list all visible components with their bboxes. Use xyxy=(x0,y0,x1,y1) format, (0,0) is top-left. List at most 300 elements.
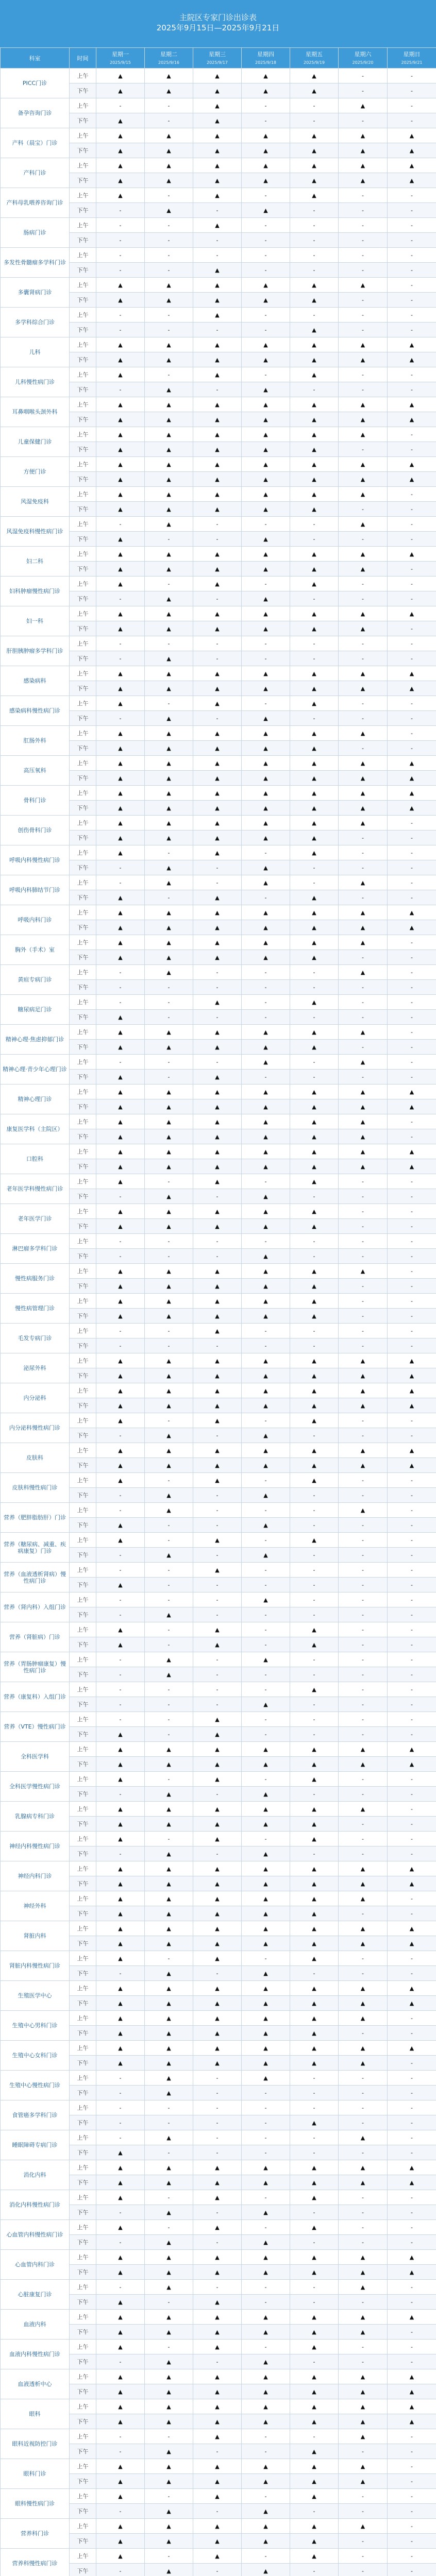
schedule-cell: ▲ xyxy=(193,905,242,920)
session-pm: 下午 xyxy=(70,472,96,487)
session-pm: 下午 xyxy=(70,2534,96,2549)
session-pm: 下午 xyxy=(70,1996,96,2011)
schedule-cell: ▲ xyxy=(145,1981,193,1996)
schedule-cell: - xyxy=(388,741,436,756)
schedule-cell: ▲ xyxy=(96,352,145,367)
schedule-cell: ▲ xyxy=(193,756,242,771)
schedule-cell: ▲ xyxy=(290,293,339,308)
schedule-cell: ▲ xyxy=(193,621,242,636)
schedule-cell: ▲ xyxy=(145,397,193,412)
schedule-cell: ▲ xyxy=(145,1144,193,1159)
schedule-cell: - xyxy=(388,113,436,128)
session-am: 上午 xyxy=(70,935,96,950)
table-row xyxy=(1,2130,436,2145)
schedule-cell: - xyxy=(242,1667,290,1682)
schedule-cell: ▲ xyxy=(145,2564,193,2576)
schedule-cell: - xyxy=(339,1787,388,1802)
schedule-cell: ▲ xyxy=(339,2160,388,2175)
schedule-cell: ▲ xyxy=(96,143,145,158)
schedule-cell: ▲ xyxy=(145,128,193,143)
schedule-cell: - xyxy=(339,1592,388,1607)
schedule-cell: - xyxy=(145,1951,193,1966)
schedule-table xyxy=(0,47,436,2576)
table-row xyxy=(1,1503,436,1518)
schedule-cell: - xyxy=(96,1667,145,1682)
session-am: 上午 xyxy=(70,218,96,233)
schedule-cell: ▲ xyxy=(96,128,145,143)
schedule-cell: - xyxy=(96,1697,145,1712)
schedule-cell: ▲ xyxy=(290,935,339,950)
session-am: 上午 xyxy=(70,2340,96,2354)
schedule-cell: - xyxy=(339,845,388,860)
table-row xyxy=(1,308,436,323)
schedule-cell: ▲ xyxy=(193,1279,242,1294)
schedule-cell: - xyxy=(290,113,339,128)
schedule-cell: ▲ xyxy=(96,1637,145,1652)
session-pm: 下午 xyxy=(70,1249,96,1264)
session-pm: 下午 xyxy=(70,1368,96,1383)
schedule-cell: - xyxy=(290,980,339,995)
table-row xyxy=(1,2549,436,2564)
table-row xyxy=(1,905,436,920)
schedule-cell: ▲ xyxy=(242,1025,290,1040)
schedule-cell: ▲ xyxy=(145,2160,193,2175)
schedule-cell: - xyxy=(145,1682,193,1697)
table-row xyxy=(1,188,436,203)
schedule-cell: ▲ xyxy=(242,1129,290,1144)
schedule-cell: ▲ xyxy=(193,1383,242,1398)
schedule-cell: ▲ xyxy=(96,158,145,173)
schedule-cell: ▲ xyxy=(242,1981,290,1996)
session-am: 上午 xyxy=(70,726,96,741)
session-pm: 下午 xyxy=(70,1309,96,1324)
session-am: 上午 xyxy=(70,1055,96,1070)
session-am: 上午 xyxy=(70,2130,96,2145)
table-row xyxy=(1,1294,436,1309)
session-pm: 下午 xyxy=(70,263,96,278)
schedule-cell: - xyxy=(388,875,436,890)
schedule-cell: ▲ xyxy=(145,2369,193,2384)
schedule-cell: ▲ xyxy=(242,1294,290,1309)
schedule-cell: ▲ xyxy=(290,1398,339,1413)
schedule-cell: - xyxy=(193,1966,242,1981)
schedule-cell: - xyxy=(388,2071,436,2086)
schedule-cell: - xyxy=(290,1070,339,1084)
schedule-cell: ▲ xyxy=(145,1757,193,1772)
schedule-cell: ▲ xyxy=(193,1533,242,1548)
schedule-cell: ▲ xyxy=(96,2220,145,2235)
schedule-cell: - xyxy=(339,188,388,203)
schedule-cell: ▲ xyxy=(96,2474,145,2489)
session-am: 上午 xyxy=(70,2519,96,2534)
schedule-cell: ▲ xyxy=(290,1802,339,1817)
schedule-cell: - xyxy=(388,1174,436,1189)
schedule-cell: - xyxy=(96,2071,145,2086)
schedule-cell: ▲ xyxy=(242,1159,290,1174)
schedule-cell: ▲ xyxy=(242,726,290,741)
session-pm: 下午 xyxy=(70,2384,96,2399)
schedule-cell: ▲ xyxy=(290,606,339,621)
schedule-cell: ▲ xyxy=(96,2534,145,2549)
table-row xyxy=(1,2190,436,2205)
dept-name: 眼科慢性病门诊 xyxy=(1,2489,70,2519)
schedule-cell: ▲ xyxy=(339,621,388,636)
schedule-cell: - xyxy=(193,980,242,995)
schedule-cell: ▲ xyxy=(96,950,145,965)
schedule-cell: ▲ xyxy=(145,1906,193,1921)
dept-name: 生殖医学中心 xyxy=(1,1981,70,2011)
dept-name: 皮肤科慢性病门诊 xyxy=(1,1473,70,1503)
schedule-cell: ▲ xyxy=(242,293,290,308)
schedule-cell: - xyxy=(193,233,242,248)
schedule-cell: ▲ xyxy=(339,98,388,113)
dept-name: 全科医学慢性病门诊 xyxy=(1,1772,70,1802)
day-header-sat xyxy=(339,48,388,69)
schedule-cell: - xyxy=(388,1114,436,1129)
schedule-cell: ▲ xyxy=(193,2220,242,2235)
schedule-cell: ▲ xyxy=(290,2056,339,2071)
schedule-cell: - xyxy=(96,636,145,651)
schedule-cell: - xyxy=(339,218,388,233)
schedule-cell: ▲ xyxy=(339,606,388,621)
schedule-cell: ▲ xyxy=(145,1219,193,1234)
schedule-cell: - xyxy=(339,860,388,875)
schedule-cell: - xyxy=(145,2190,193,2205)
schedule-cell: ▲ xyxy=(145,591,193,606)
table-row xyxy=(1,1981,436,1996)
schedule-cell: ▲ xyxy=(242,2384,290,2399)
schedule-cell: - xyxy=(388,562,436,577)
schedule-cell: ▲ xyxy=(242,2026,290,2041)
schedule-cell: ▲ xyxy=(193,337,242,352)
schedule-cell: - xyxy=(193,2280,242,2295)
dept-name: 产科母乳喂养咨询门诊 xyxy=(1,188,70,218)
schedule-cell: - xyxy=(193,2354,242,2369)
session-am: 上午 xyxy=(70,1921,96,1936)
schedule-cell: ▲ xyxy=(242,1309,290,1324)
schedule-cell: - xyxy=(145,367,193,382)
schedule-cell: - xyxy=(388,1473,436,1488)
schedule-cell: ▲ xyxy=(96,2399,145,2414)
schedule-cell: ▲ xyxy=(290,1951,339,1966)
schedule-cell: - xyxy=(388,1040,436,1055)
table-row xyxy=(1,1234,436,1249)
schedule-cell: ▲ xyxy=(96,1279,145,1294)
schedule-cell: - xyxy=(242,2489,290,2504)
schedule-cell: ▲ xyxy=(290,2340,339,2354)
dept-name: 方便门诊 xyxy=(1,457,70,487)
session-pm: 下午 xyxy=(70,1428,96,1443)
schedule-cell: ▲ xyxy=(96,801,145,816)
day-header-wed xyxy=(193,48,242,69)
schedule-cell: - xyxy=(290,1712,339,1727)
table-row xyxy=(1,1891,436,1906)
schedule-cell: - xyxy=(339,1563,388,1578)
schedule-cell: - xyxy=(96,2354,145,2369)
schedule-cell: - xyxy=(96,2504,145,2519)
schedule-cell: - xyxy=(145,308,193,323)
session-pm: 下午 xyxy=(70,1338,96,1353)
schedule-cell: ▲ xyxy=(193,2519,242,2534)
dept-name: 老年医学门诊 xyxy=(1,1204,70,1234)
schedule-cell: ▲ xyxy=(193,1129,242,1144)
schedule-cell: ▲ xyxy=(290,621,339,636)
dept-name: 肛肠外科 xyxy=(1,726,70,756)
schedule-cell: - xyxy=(388,2474,436,2489)
schedule-cell: - xyxy=(193,1010,242,1025)
dept-name: 创伤骨科门诊 xyxy=(1,816,70,845)
schedule-cell: ▲ xyxy=(96,1876,145,1891)
schedule-cell: - xyxy=(388,816,436,831)
schedule-cell: ▲ xyxy=(145,1936,193,1951)
schedule-cell: ▲ xyxy=(145,2071,193,2086)
schedule-cell: - xyxy=(388,1712,436,1727)
session-am: 上午 xyxy=(70,965,96,980)
schedule-cell: - xyxy=(388,382,436,397)
schedule-cell: ▲ xyxy=(145,442,193,457)
schedule-cell: ▲ xyxy=(290,412,339,427)
session-pm: 下午 xyxy=(70,801,96,816)
schedule-cell: - xyxy=(388,98,436,113)
schedule-cell: ▲ xyxy=(242,472,290,487)
schedule-cell: - xyxy=(193,1055,242,1070)
schedule-cell: ▲ xyxy=(96,547,145,562)
schedule-cell: ▲ xyxy=(145,1114,193,1129)
schedule-cell: ▲ xyxy=(339,1921,388,1936)
schedule-cell: ▲ xyxy=(290,1413,339,1428)
schedule-cell: - xyxy=(388,487,436,502)
schedule-cell: - xyxy=(193,1667,242,1682)
schedule-cell: ▲ xyxy=(290,397,339,412)
schedule-cell: - xyxy=(388,2011,436,2026)
schedule-cell: - xyxy=(388,2564,436,2576)
schedule-cell: ▲ xyxy=(193,2534,242,2549)
schedule-cell: ▲ xyxy=(96,412,145,427)
table-row xyxy=(1,1861,436,1876)
schedule-cell: ▲ xyxy=(96,1353,145,1368)
schedule-cell: ▲ xyxy=(145,158,193,173)
table-row xyxy=(1,1772,436,1787)
schedule-cell: - xyxy=(290,1518,339,1533)
schedule-cell: - xyxy=(339,1309,388,1324)
schedule-cell: ▲ xyxy=(290,367,339,382)
schedule-cell: - xyxy=(339,636,388,651)
schedule-cell: - xyxy=(242,2280,290,2295)
schedule-cell: - xyxy=(145,2549,193,2564)
schedule-cell: - xyxy=(96,1712,145,1727)
schedule-cell: ▲ xyxy=(96,1413,145,1428)
schedule-cell: ▲ xyxy=(145,1548,193,1563)
schedule-cell: ▲ xyxy=(388,472,436,487)
session-am: 上午 xyxy=(70,1114,96,1129)
schedule-cell: ▲ xyxy=(242,2504,290,2519)
schedule-cell: ▲ xyxy=(96,1084,145,1099)
schedule-cell: ▲ xyxy=(145,606,193,621)
schedule-cell: ▲ xyxy=(290,69,339,83)
schedule-cell: ▲ xyxy=(339,2429,388,2444)
dept-name: 血液内科慢性病门诊 xyxy=(1,2340,70,2369)
schedule-cell: - xyxy=(388,1697,436,1712)
schedule-cell: ▲ xyxy=(145,1443,193,1458)
schedule-cell: ▲ xyxy=(242,666,290,681)
session-am: 上午 xyxy=(70,188,96,203)
schedule-cell: ▲ xyxy=(242,1592,290,1607)
dept-name: 淋巴瘤多学科门诊 xyxy=(1,1234,70,1264)
schedule-cell: ▲ xyxy=(145,2459,193,2474)
schedule-cell: - xyxy=(339,1652,388,1667)
schedule-cell: - xyxy=(339,532,388,547)
schedule-cell: ▲ xyxy=(96,726,145,741)
schedule-cell: - xyxy=(242,2115,290,2130)
schedule-cell: - xyxy=(339,831,388,845)
schedule-cell: ▲ xyxy=(290,323,339,337)
schedule-cell: - xyxy=(339,1428,388,1443)
schedule-cell: ▲ xyxy=(193,427,242,442)
schedule-cell: ▲ xyxy=(242,2205,290,2220)
session-pm: 下午 xyxy=(70,233,96,248)
schedule-cell: ▲ xyxy=(96,2519,145,2534)
day-name: 星期一 xyxy=(112,50,129,58)
schedule-cell: - xyxy=(339,2071,388,2086)
session-pm: 下午 xyxy=(70,1607,96,1622)
schedule-cell: ▲ xyxy=(193,2549,242,2564)
schedule-cell: ▲ xyxy=(145,562,193,577)
schedule-cell: ▲ xyxy=(242,2011,290,2026)
schedule-cell: - xyxy=(242,1637,290,1652)
dept-name: 消化内科慢性病门诊 xyxy=(1,2190,70,2220)
schedule-cell: - xyxy=(339,2444,388,2459)
schedule-cell: - xyxy=(290,1503,339,1518)
schedule-cell: - xyxy=(290,1324,339,1338)
schedule-cell: - xyxy=(290,1697,339,1712)
schedule-cell: ▲ xyxy=(193,1936,242,1951)
schedule-cell: ▲ xyxy=(96,69,145,83)
schedule-cell: ▲ xyxy=(193,786,242,801)
schedule-cell: ▲ xyxy=(242,2354,290,2369)
table-row xyxy=(1,696,436,711)
schedule-cell: - xyxy=(339,1817,388,1832)
schedule-cell: - xyxy=(388,367,436,382)
schedule-cell: - xyxy=(388,1578,436,1592)
schedule-cell: - xyxy=(193,1249,242,1264)
schedule-cell: - xyxy=(339,1906,388,1921)
schedule-cell: ▲ xyxy=(388,412,436,427)
dept-name: 多学科综合门诊 xyxy=(1,308,70,337)
schedule-cell: ▲ xyxy=(290,487,339,502)
schedule-cell: ▲ xyxy=(145,1667,193,1682)
schedule-cell: ▲ xyxy=(96,1219,145,1234)
schedule-cell: ▲ xyxy=(242,1443,290,1458)
schedule-cell: - xyxy=(388,308,436,323)
schedule-cell: - xyxy=(339,1533,388,1548)
schedule-cell: ▲ xyxy=(388,1981,436,1996)
schedule-cell: ▲ xyxy=(339,1458,388,1473)
schedule-cell: ▲ xyxy=(193,2384,242,2399)
schedule-cell: ▲ xyxy=(145,1742,193,1757)
schedule-cell: - xyxy=(242,2549,290,2564)
schedule-cell: ▲ xyxy=(145,293,193,308)
schedule-cell: - xyxy=(290,1010,339,1025)
schedule-cell: ▲ xyxy=(290,756,339,771)
schedule-cell: ▲ xyxy=(145,69,193,83)
schedule-cell: - xyxy=(290,2100,339,2115)
schedule-cell: - xyxy=(242,1174,290,1189)
schedule-cell: - xyxy=(388,2086,436,2100)
session-pm: 下午 xyxy=(70,173,96,188)
schedule-cell: ▲ xyxy=(145,502,193,517)
schedule-cell: - xyxy=(388,831,436,845)
schedule-cell: ▲ xyxy=(339,1264,388,1279)
schedule-cell: ▲ xyxy=(242,935,290,950)
schedule-cell: - xyxy=(290,2564,339,2576)
dept-name: 呼吸内科门诊 xyxy=(1,905,70,935)
schedule-cell: ▲ xyxy=(290,83,339,98)
schedule-cell: ▲ xyxy=(145,1279,193,1294)
schedule-cell: ▲ xyxy=(242,1114,290,1129)
schedule-cell: - xyxy=(96,1189,145,1204)
schedule-cell: ▲ xyxy=(96,1817,145,1832)
schedule-cell: - xyxy=(339,442,388,457)
dept-name: 儿童保健门诊 xyxy=(1,427,70,457)
session-am: 上午 xyxy=(70,1204,96,1219)
schedule-cell: ▲ xyxy=(339,1891,388,1906)
schedule-cell: - xyxy=(193,1338,242,1353)
schedule-cell: - xyxy=(145,1622,193,1637)
schedule-cell: ▲ xyxy=(388,1876,436,1891)
schedule-cell: - xyxy=(96,1503,145,1518)
schedule-cell: ▲ xyxy=(388,337,436,352)
schedule-cell: ▲ xyxy=(145,1264,193,1279)
schedule-cell: - xyxy=(193,2086,242,2100)
session-am: 上午 xyxy=(70,397,96,412)
schedule-cell: ▲ xyxy=(290,2414,339,2429)
schedule-cell: - xyxy=(145,113,193,128)
schedule-cell: ▲ xyxy=(290,801,339,816)
session-pm: 下午 xyxy=(70,2474,96,2489)
schedule-cell: - xyxy=(388,577,436,591)
schedule-cell: ▲ xyxy=(145,427,193,442)
session-am: 上午 xyxy=(70,2250,96,2265)
table-row xyxy=(1,1353,436,1368)
schedule-cell: - xyxy=(193,2100,242,2115)
schedule-cell: ▲ xyxy=(96,2310,145,2325)
schedule-cell: - xyxy=(388,890,436,905)
schedule-cell: ▲ xyxy=(145,741,193,756)
schedule-cell: - xyxy=(290,651,339,666)
schedule-cell: ▲ xyxy=(388,2384,436,2399)
table-row xyxy=(1,2041,436,2056)
schedule-cell: ▲ xyxy=(145,1488,193,1503)
schedule-cell: - xyxy=(193,203,242,218)
schedule-cell: ▲ xyxy=(242,1398,290,1413)
schedule-cell: ▲ xyxy=(290,666,339,681)
schedule-cell: ▲ xyxy=(242,875,290,890)
schedule-cell: ▲ xyxy=(96,472,145,487)
schedule-cell: - xyxy=(96,1652,145,1667)
schedule-cell: - xyxy=(242,2295,290,2310)
schedule-cell: ▲ xyxy=(193,1099,242,1114)
schedule-cell: ▲ xyxy=(242,412,290,427)
schedule-cell: ▲ xyxy=(193,801,242,816)
schedule-cell: - xyxy=(388,2549,436,2564)
session-am: 上午 xyxy=(70,337,96,352)
dept-name: 多发性骨髓瘤多学科门诊 xyxy=(1,248,70,278)
schedule-cell: - xyxy=(339,696,388,711)
schedule-cell: - xyxy=(339,2026,388,2041)
schedule-cell: ▲ xyxy=(193,2265,242,2280)
session-am: 上午 xyxy=(70,248,96,263)
schedule-cell: ▲ xyxy=(193,2474,242,2489)
